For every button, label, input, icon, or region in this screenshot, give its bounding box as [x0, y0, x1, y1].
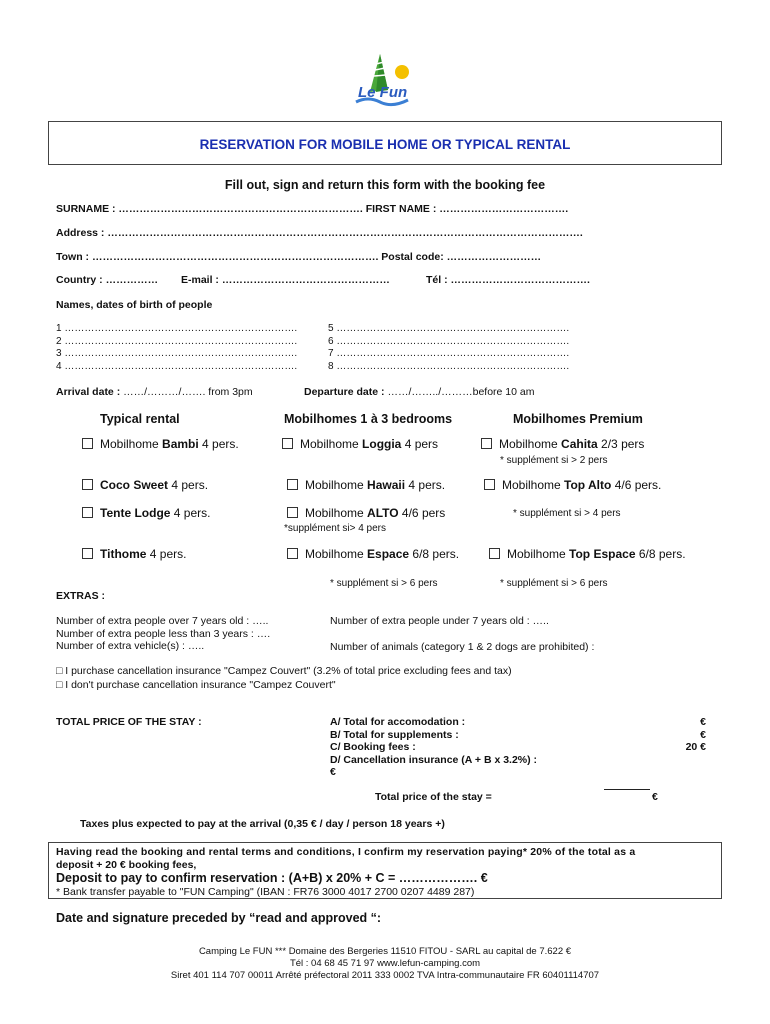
arrival-date-field[interactable]: Arrival date : ……/………/……. from 3pm	[56, 386, 253, 398]
checkbox[interactable]	[287, 479, 298, 490]
checkbox[interactable]	[489, 548, 500, 559]
person-line-5[interactable]: 5 …………………………………………………………….	[328, 323, 570, 334]
extra-over-7-field[interactable]: Number of extra people over 7 years old : …..	[56, 615, 269, 627]
checkbox[interactable]	[82, 548, 93, 559]
address-field[interactable]: Address : ……………………………………………………………………………………………………………………….	[56, 227, 583, 239]
total-amounts	[650, 716, 706, 754]
column-heading-typical: Typical rental	[100, 412, 180, 426]
total-supplements-label: B/ Total for supplements :	[330, 728, 459, 741]
option-top-espace[interactable]: Mobilhome Top Espace 6/8 pers.	[489, 547, 686, 561]
tel-field[interactable]: Tél : ………………………………….	[426, 274, 590, 286]
town-postal-field[interactable]: Town : ………………………………………………………………………. Postal code: ………………………	[56, 251, 542, 263]
footer-address: Camping Le FUN *** Domaine des Bergeries 11510 FITOU - SARL au capital de 7.622 €	[198, 946, 572, 957]
deposit-formula: Deposit to pay to confirm reservation : (A+B) x 20% + C = ………………. €	[56, 871, 488, 885]
extra-under-7-field[interactable]: Number of extra people under 7 years old : …..	[330, 615, 549, 627]
top-espace-supplement-note: * supplément si > 6 pers	[500, 578, 608, 589]
confirm-terms-line: Having read the booking and rental terms and conditions, I confirm my reservation paying* 20% of the total as a	[56, 846, 636, 858]
subtitle: Fill out, sign and return this form with the booking fee	[224, 178, 546, 192]
page-title: RESERVATION FOR MOBILE HOME OR TYPICAL RENTAL	[199, 137, 571, 152]
booking-fees-label: C/ Booking fees :	[330, 741, 416, 753]
names-heading: Names, dates of birth of people	[56, 299, 213, 311]
option-loggia[interactable]: Mobilhome Loggia 4 pers	[282, 437, 438, 451]
confirm-deposit-line: deposit + 20 € booking fees,	[56, 859, 197, 871]
total-underline	[604, 789, 650, 790]
email-field[interactable]: E-mail : …………………………………………	[181, 274, 390, 286]
checkbox[interactable]	[287, 548, 298, 559]
logo	[350, 50, 416, 112]
checkbox[interactable]	[282, 438, 293, 449]
person-line-3[interactable]: 3 …………………………………………………………….	[56, 348, 298, 359]
signature-label[interactable]: Date and signature preceded by “read and approved “:	[56, 911, 382, 925]
cancellation-insurance-label: D/ Cancellation insurance (A + B x 3.2%) :	[330, 753, 538, 766]
taxes-note: Taxes plus expected to pay at the arrival (0,35 € / day / person 18 years +)	[80, 818, 445, 830]
option-bambi[interactable]: Mobilhome Bambi 4 pers.	[82, 437, 239, 451]
option-hawaii[interactable]: Mobilhome Hawaii 4 pers.	[287, 478, 445, 492]
insurance-currency: €	[330, 766, 336, 778]
departure-date-field[interactable]: Departure date : ……/……../………before 10 am	[304, 386, 535, 398]
confirmation-box	[48, 842, 722, 899]
person-line-1[interactable]: 1 …………………………………………………………….	[56, 323, 298, 334]
column-heading-mobilhomes: Mobilhomes 1 à 3 bedrooms	[284, 412, 453, 426]
surname-firstname-field[interactable]: SURNAME : ……………………………………………………………. FIRST NAME : ……………………………….	[56, 203, 569, 215]
people-right-list	[328, 323, 569, 373]
option-tithome[interactable]: Tithome 4 pers.	[82, 547, 186, 561]
footer-contact: Tél : 04 68 45 71 97 www.lefun-camping.com	[289, 958, 481, 969]
checkbox[interactable]	[481, 438, 492, 449]
windsurf-logo-icon	[350, 50, 416, 112]
cahita-supplement-note: * supplément si > 2 pers	[500, 455, 608, 466]
checkbox[interactable]	[287, 507, 298, 518]
insurance-purchase-option[interactable]: □ I purchase cancellation insurance "Campez Couvert" (3.2% of total price excluding fees and tax)	[56, 665, 512, 677]
espace-supplement-note: * supplément si > 6 pers	[330, 578, 438, 589]
extra-vehicles-field[interactable]: Number of extra vehicle(s) : …..	[56, 640, 205, 652]
extra-animals-field[interactable]: Number of animals (category 1 & 2 dogs are prohibited) :	[330, 641, 595, 653]
checkbox[interactable]	[82, 479, 93, 490]
extra-under-3-field[interactable]: Number of extra people less than 3 years : ….	[56, 627, 271, 640]
person-line-2[interactable]: 2 …………………………………………………………….	[56, 335, 298, 347]
top-alto-supplement-note: * supplément si > 4 pers	[513, 508, 621, 519]
total-price-label: Total price of the stay =	[375, 791, 492, 803]
person-line-6[interactable]: 6 …………………………………………………………….	[328, 335, 570, 347]
option-espace[interactable]: Mobilhome Espace 6/8 pers.	[287, 547, 459, 561]
supplements-amount[interactable]: €	[700, 728, 706, 741]
bank-transfer-note: * Bank transfer payable to "FUN Camping" (IBAN : FR76 3000 4017 2700 0207 4489 287)	[56, 886, 475, 898]
total-lines	[330, 716, 537, 779]
total-accomodation-label: A/ Total for accomodation :	[330, 716, 466, 728]
country-field[interactable]: Country : ……………	[56, 274, 159, 286]
option-coco-sweet[interactable]: Coco Sweet 4 pers.	[82, 478, 208, 492]
insurance-decline-option[interactable]: □ I don't purchase cancellation insurance "Campez Couvert"	[56, 679, 336, 691]
extras-heading: EXTRAS :	[56, 590, 106, 602]
column-heading-premium: Mobilhomes Premium	[513, 412, 643, 426]
logo-text: Le Fun	[358, 84, 408, 101]
checkbox[interactable]	[484, 479, 495, 490]
total-price-heading: TOTAL PRICE OF THE STAY :	[56, 716, 202, 728]
checkbox[interactable]	[82, 438, 93, 449]
checkbox[interactable]	[82, 507, 93, 518]
total-price-currency[interactable]: €	[652, 791, 658, 803]
option-tente-lodge[interactable]: Tente Lodge 4 pers.	[82, 506, 210, 520]
accomodation-amount[interactable]: €	[700, 716, 706, 728]
booking-fees-amount: 20 €	[685, 741, 706, 753]
alto-supplement-note: *supplément si> 4 pers	[284, 523, 387, 534]
option-cahita[interactable]: Mobilhome Cahita 2/3 pers	[481, 437, 644, 451]
person-line-8[interactable]: 8 …………………………………………………………….	[328, 360, 570, 372]
title-box	[48, 121, 722, 165]
extras-left-list	[56, 615, 270, 653]
person-line-7[interactable]: 7 …………………………………………………………….	[328, 348, 570, 359]
option-alto[interactable]: Mobilhome ALTO 4/6 pers	[287, 506, 445, 520]
people-left-list	[56, 323, 297, 373]
person-line-4[interactable]: 4 …………………………………………………………….	[56, 360, 298, 372]
option-top-alto[interactable]: Mobilhome Top Alto 4/6 pers.	[484, 478, 661, 492]
footer-legal: Siret 401 114 707 00011 Arrêté préfectoral 2011 333 0002 TVA Intra-communautaire FR 60401114707	[170, 970, 600, 981]
